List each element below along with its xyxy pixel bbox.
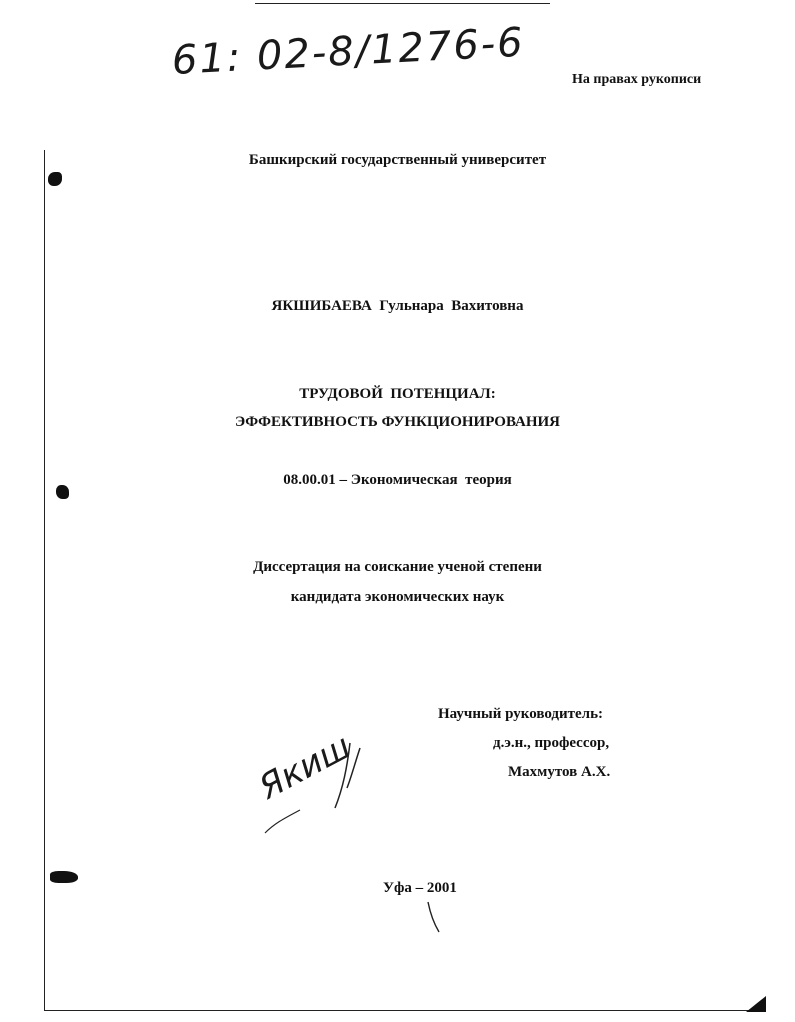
binder-hole-mark: [50, 871, 78, 883]
left-scan-border: [44, 150, 45, 1010]
dissertation-line-2: кандидата экономических наук: [290, 589, 505, 605]
advisor-label: Научный руководитель:: [438, 706, 603, 722]
thesis-title-line-1: ТРУДОВОЙ ПОТЕНЦИАЛ:: [299, 386, 496, 402]
advisor-degree: д.э.н., профессор,: [493, 735, 610, 751]
bottom-scan-rule: [44, 1010, 764, 1011]
advisor-name: Махмутов А.Х.: [508, 764, 611, 780]
signature: Якиш: [252, 726, 358, 808]
author-name: ЯКШИБАЕВА Гульнара Вахитовна: [271, 298, 524, 314]
top-scan-rule: [255, 3, 550, 4]
corner-scan-mark: [744, 994, 768, 1014]
city-year: Уфа – 2001: [383, 880, 457, 896]
dissertation-line-1: Диссертация на соискание ученой степени: [253, 559, 542, 575]
thesis-title-line-2: ЭФФЕКТИВНОСТЬ ФУНКЦИОНИРОВАНИЯ: [234, 414, 561, 430]
pen-stroke-mark: [425, 900, 445, 936]
specialty-code: 08.00.01 – Экономическая теория: [283, 472, 512, 488]
university-name: Башкирский государственный университет: [248, 152, 547, 168]
binder-hole-mark: [48, 172, 62, 186]
handwritten-code: 61: 02-8/1276-6: [170, 19, 526, 84]
signature-flourish: [255, 738, 375, 838]
manuscript-rights-label: На правах рукописи: [572, 72, 702, 87]
